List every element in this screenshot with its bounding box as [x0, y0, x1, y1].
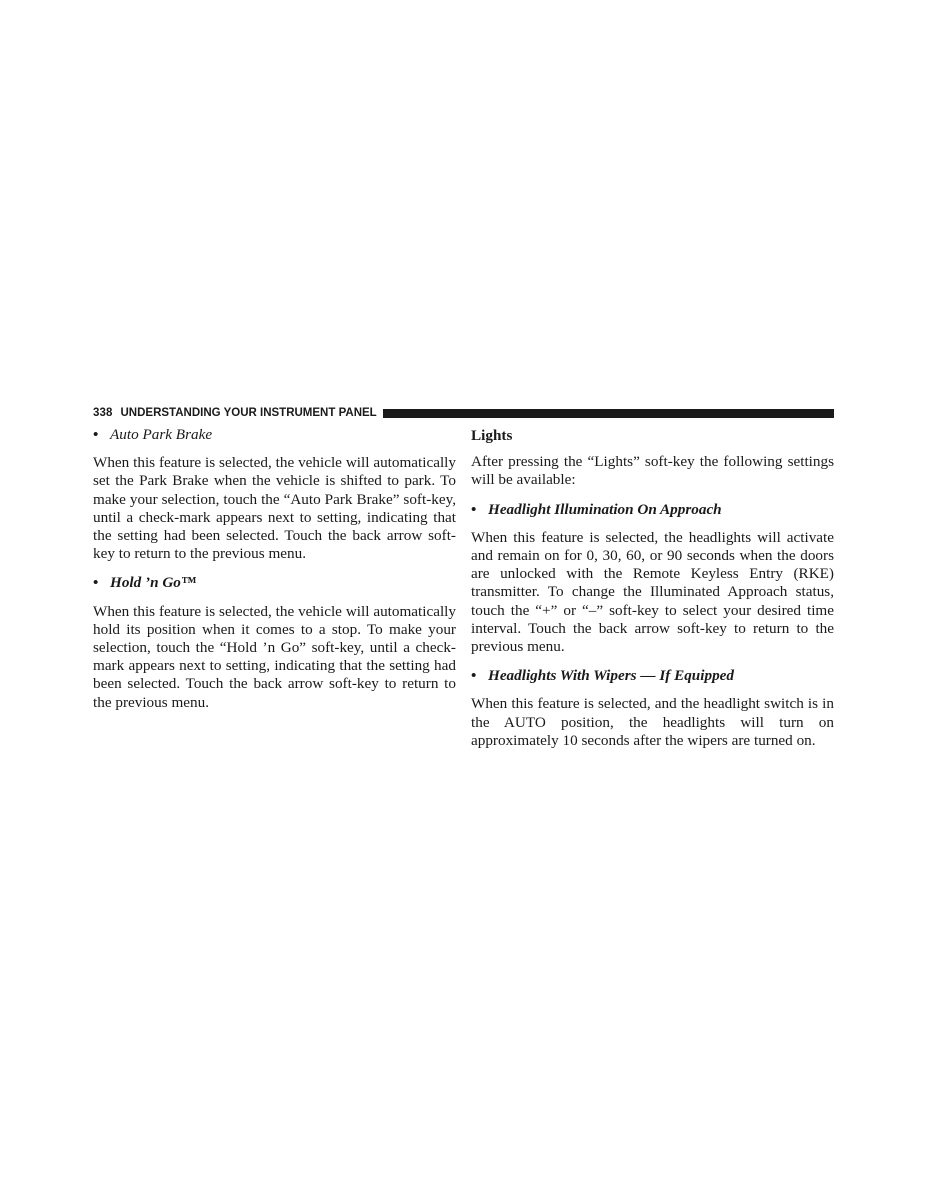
bullet-heading-hold-n-go: [93, 574, 456, 592]
bullet-icon: •: [471, 667, 477, 685]
paragraph-headlights-with-wipers: When this feature is selected, and the headlight switch is in the AUTO position, the headlights will turn on approximately 10 seconds after the wipers are turned on.: [471, 695, 834, 749]
bullet-icon: •: [93, 426, 99, 443]
header-rule: [383, 409, 834, 418]
page-number: 338: [93, 407, 113, 419]
right-column: [471, 426, 834, 761]
bullet-heading-text: Hold ’n Go™: [110, 574, 197, 592]
section-title: UNDERSTANDING YOUR INSTRUMENT PANEL: [120, 407, 377, 419]
bullet-heading-headlights-with-wipers: [471, 667, 834, 685]
bullet-heading-text: Auto Park Brake: [110, 426, 213, 443]
bullet-heading-text: Headlights With Wipers — If Equipped: [488, 667, 734, 685]
left-column: [93, 426, 456, 723]
bullet-icon: •: [471, 500, 477, 518]
heading-lights: Lights: [471, 427, 513, 444]
paragraph-auto-park-brake: When this feature is selected, the vehicle will automatically set the Park Brake when the vehicle is shifted to park. To make your selection, touch the “Auto Park Brake” soft-key, until a check-mark appears next to setting, indicating that the setting had been selected. Touch the back arrow soft-key to return to the previous menu.: [93, 454, 456, 563]
bullet-heading-text: Headlight Illumination On Approach: [488, 500, 722, 518]
bullet-icon: •: [93, 574, 99, 592]
paragraph-headlight-illumination: When this feature is selected, the headlights will activate and remain on for 0, 30, 60, or 90 seconds when the doors are unlocked with the Remote Keyless Entry (RKE) transmitter. To change the Illuminated Approach status, touch the “+” or “–” soft-key to select your desired time interval. Touch the back arrow soft-key to return to the previous menu.: [471, 528, 834, 656]
bullet-heading-headlight-illumination: [471, 501, 834, 519]
bullet-heading-auto-park-brake: [93, 426, 456, 444]
paragraph-lights-intro: After pressing the “Lights” soft-key the following settings will be available:: [471, 453, 834, 489]
page-header: [93, 405, 834, 421]
paragraph-hold-n-go: When this feature is selected, the vehicle will automatically hold its position when it comes to a stop. To make your selection, touch the “Hold ’n Go” soft-key, until a check-mark appears next to setting, indicating that the setting had been selected. Touch the back arrow soft-key to return to the previous menu.: [93, 602, 456, 711]
